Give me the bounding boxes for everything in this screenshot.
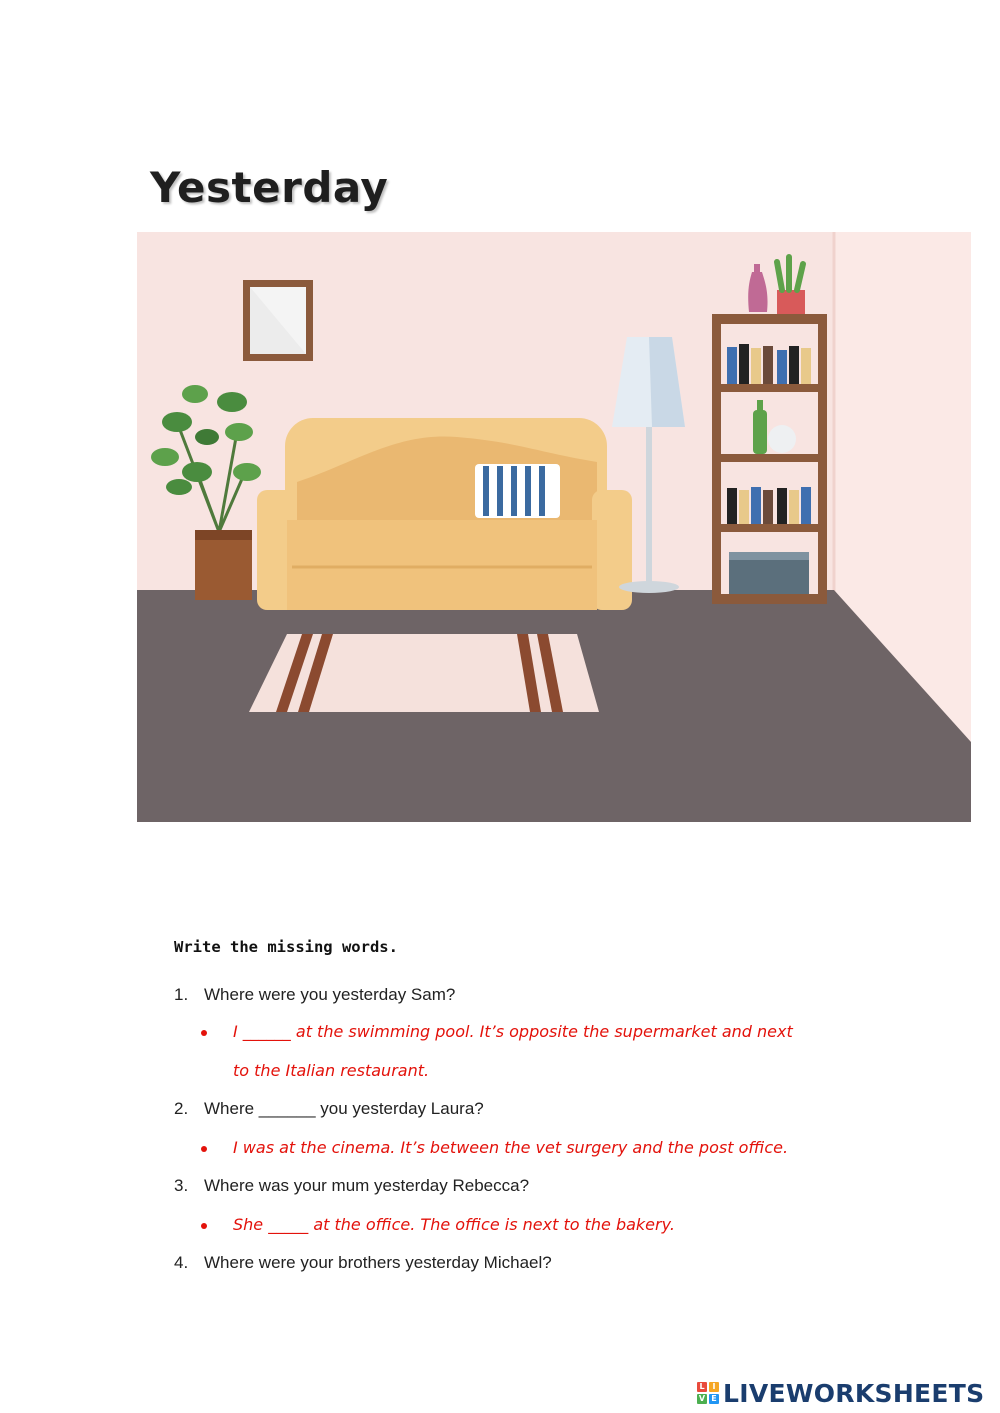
brand-name: LIVEWORKSHEETS [723, 1378, 985, 1408]
question-1 [174, 985, 455, 1005]
bullet-icon [201, 1146, 207, 1152]
living-room-illustration [137, 232, 971, 822]
question-text: Where ______ you yesterday Laura? [204, 1099, 484, 1118]
sofa [257, 418, 632, 610]
answer-3: She _____ at the office. The office is next to the bakery. [233, 1215, 675, 1234]
question-4 [174, 1253, 552, 1273]
question-number: 4. [174, 1253, 189, 1272]
bullet-icon [201, 1030, 207, 1036]
question-3 [174, 1176, 529, 1196]
answer-1-line-1: I ______ at the swimming pool. It’s opposite the supermarket and next [233, 1022, 793, 1041]
question-number: 2. [174, 1099, 189, 1118]
question-text: Where was your mum yesterday Rebecca? [204, 1176, 530, 1195]
question-number: 1. [174, 985, 189, 1004]
cushion [475, 464, 560, 518]
instructions: Write the missing words. [174, 938, 398, 956]
question-number: 3. [174, 1176, 189, 1195]
rug [249, 634, 599, 712]
liveworksheets-icon: L I V E [697, 1382, 719, 1404]
answer-1-line-2: to the Italian restaurant. [233, 1061, 430, 1080]
question-text: Where were you yesterday Sam? [204, 985, 456, 1004]
answer-2: I was at the cinema. It’s between the vet surgery and the post office. [233, 1138, 789, 1157]
bullet-icon [201, 1223, 207, 1229]
question-text: Where were your brothers yesterday Michael? [204, 1253, 552, 1272]
page-title: Yesterday [150, 163, 389, 212]
liveworksheets-logo [697, 1378, 984, 1408]
question-2 [174, 1099, 484, 1119]
